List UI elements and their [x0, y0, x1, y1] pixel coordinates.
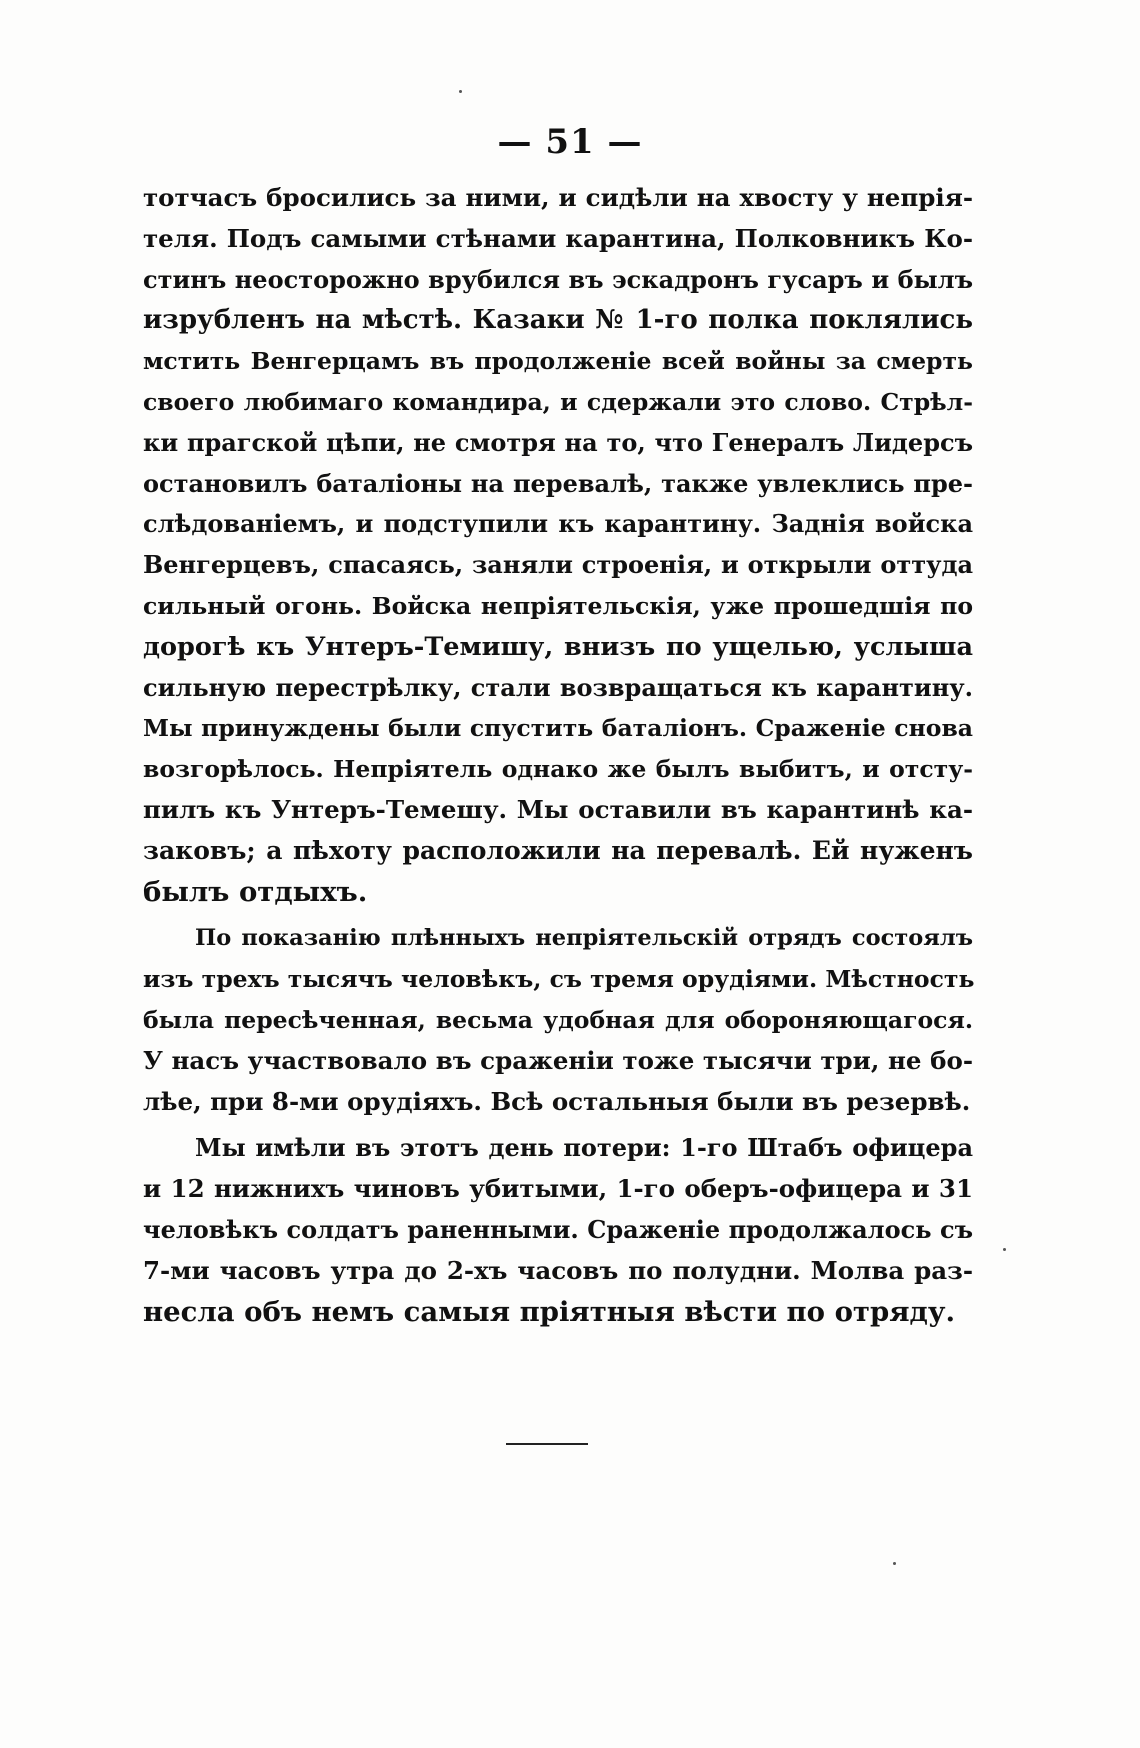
text-line: былъ отдыхъ. — [143, 875, 368, 908]
text-line: ки прагской цѣпи, не смотря на то, что Генералъ Лидерсъ — [143, 427, 973, 457]
text-line: остановилъ баталіоны на перевалѣ, также увлеклись пре- — [143, 468, 973, 498]
text-line: По показанію плѣнныхъ непріятельскій отрядъ состоялъ — [195, 925, 973, 952]
text-line: изрубленъ на мѣстѣ. Казаки № 1-го полка поклялись — [143, 305, 973, 336]
text-line: сильную перестрѣлку, стали возвращаться къ карантину. — [143, 672, 973, 702]
text-line: мстить Венгерцамъ въ продолженіе всей войны за смерть — [143, 347, 973, 376]
text-line: У насъ участвовало въ сраженіи тоже тысячи три, не бо- — [143, 1045, 973, 1075]
text-line: лѣе, при 8-ми орудіяхъ. Всѣ остальныя были въ резервѣ. — [143, 1086, 971, 1116]
text-line: сильный огонь. Войска непріятельскія, уже прошедшія по — [143, 591, 973, 620]
paragraph-3 — [143, 1128, 973, 1332]
text-line: своего любимаго командира, и сдержали это слово. Стрѣл- — [143, 387, 973, 416]
text-line: стинъ неосторожно врубился въ эскадронъ гусаръ и былъ — [143, 264, 973, 294]
section-end-rule — [506, 1443, 588, 1445]
text-line: слѣдованіемъ, и подступили къ карантину. Заднія войска — [143, 509, 973, 539]
text-line: пилъ къ Унтеръ-Темешу. Мы оставили въ карантинѣ ка- — [143, 794, 973, 824]
text-line: и 12 нижнихъ чиновъ убитыми, 1-го оберъ-офицера и 31 — [143, 1174, 973, 1204]
page-number: — 51 — — [497, 122, 643, 162]
text-line: Венгерцевъ, спасаясь, заняли строенія, и открыли оттуда — [143, 550, 973, 580]
paper-speck — [893, 1562, 896, 1565]
text-line: заковъ; а пѣхоту расположили на перевалѣ. Ей нуженъ — [143, 835, 973, 865]
body-text — [143, 178, 973, 1332]
text-line: Мы принуждены были спустить баталіонъ. Сраженіе снова — [143, 714, 973, 743]
text-line: дорогѣ къ Унтеръ-Темишу, внизъ по ущелью, услыша — [143, 631, 973, 662]
text-line: тотчасъ бросились за ними, и сидѣли на хвосту у непрія- — [143, 183, 973, 212]
text-line: была пересѣченная, весьма удобная для обороняющагося. — [143, 1005, 973, 1034]
text-line: Мы имѣли въ этотъ день потери: 1-го Штабъ офицера — [195, 1133, 973, 1163]
text-line: человѣкъ солдатъ раненными. Сраженіе продолжалось съ — [143, 1214, 973, 1244]
paragraph-1 — [143, 178, 973, 912]
paper-speck — [1003, 1248, 1006, 1251]
text-line: 7-ми часовъ утра до 2-хъ часовъ по полудни. Молва раз- — [143, 1255, 973, 1285]
text-line: возгорѣлось. Непріятель однако же былъ выбитъ, и отсту- — [143, 755, 973, 784]
text-line: изъ трехъ тысячъ человѣкъ, съ тремя орудіями. Мѣстность — [143, 965, 975, 994]
text-line: теля. Подъ самыми стѣнами карантина, Полковникъ Ко- — [143, 223, 973, 253]
text-line: несла объ немъ самыя пріятныя вѣсти по отряду. — [143, 1295, 956, 1328]
paper-speck — [459, 90, 462, 93]
paragraph-2 — [143, 918, 973, 1122]
